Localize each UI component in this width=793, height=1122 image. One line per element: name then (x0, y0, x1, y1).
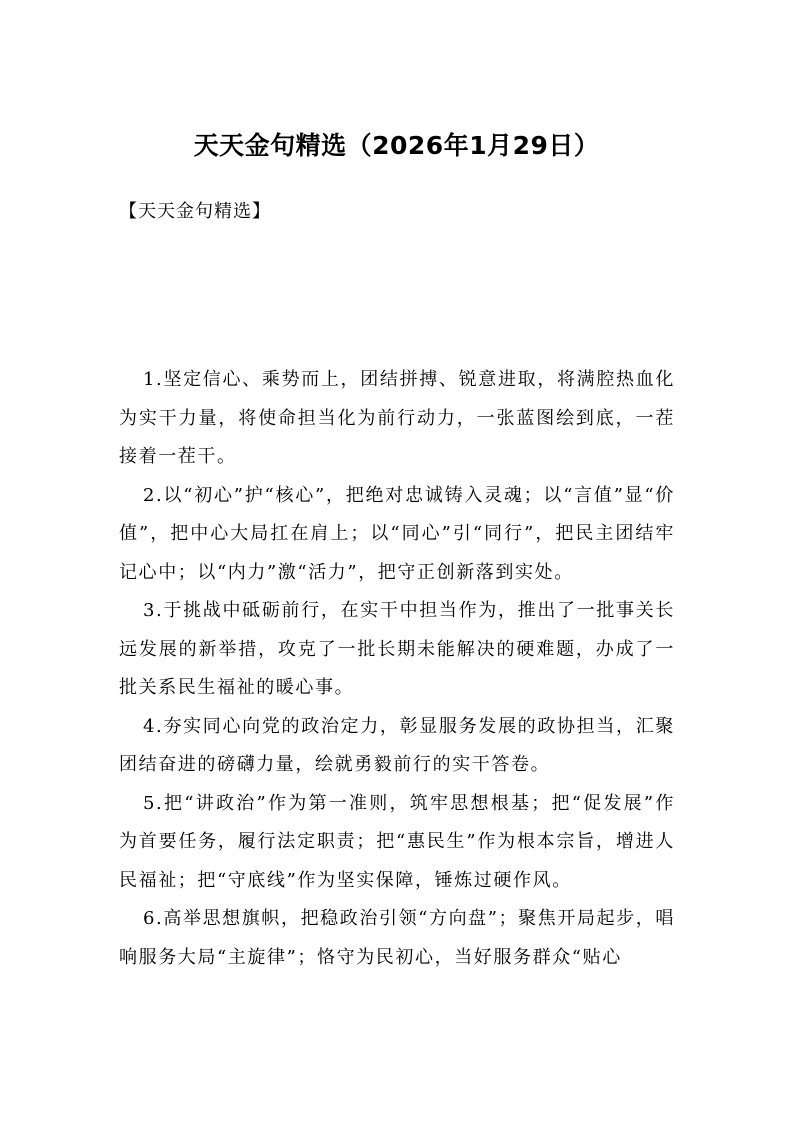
section-label: 【天天金句精选】 (119, 201, 271, 222)
paragraph: 1.坚定信心、乘势而上，团结拼搏、锐意进取，将满腔热血化为实干力量，将使命担当化为前行动力，一张蓝图绘到底，一茬接着一茬干。 (119, 369, 675, 467)
document-body (119, 361, 675, 977)
paragraph: 4.夯实同心向党的政治定力，彰显服务发展的政协担当，汇聚团结奋进的磅礴力量，绘就勇毅前行的实干答卷。 (119, 715, 675, 775)
paragraph: 2.以“初心”护“核心”，把绝对忠诚铸入灵魂；以“言值”显“价值”，把中心大局扛在肩上；以“同心”引“同行”，把民主团结牢记心中；以“内力”激“活力”，把守正创新落到实处。 (119, 484, 675, 583)
paragraph: 6.高举思想旗帜，把稳政治引领“方向盘”；聚焦开局起步，唱响服务大局“主旋律”；恪守为民初心，当好服务群众“贴心 (119, 908, 675, 968)
document-title: 天天金句精选（2026年1月29日） (193, 131, 600, 160)
paragraph: 3.于挑战中砥砺前行，在实干中担当作为，推出了一批事关长远发展的新举措，攻克了一批长期未能解决的硬难题，办成了一批关系民生福祉的暖心事。 (119, 600, 675, 698)
paragraph: 5.把“讲政治”作为第一准则，筑牢思想根基；把“促发展”作为首要任务，履行法定职责；把“惠民生”作为根本宗旨，增进人民福祉；把“守底线”作为坚实保障，锤炼过硬作风。 (119, 792, 675, 891)
